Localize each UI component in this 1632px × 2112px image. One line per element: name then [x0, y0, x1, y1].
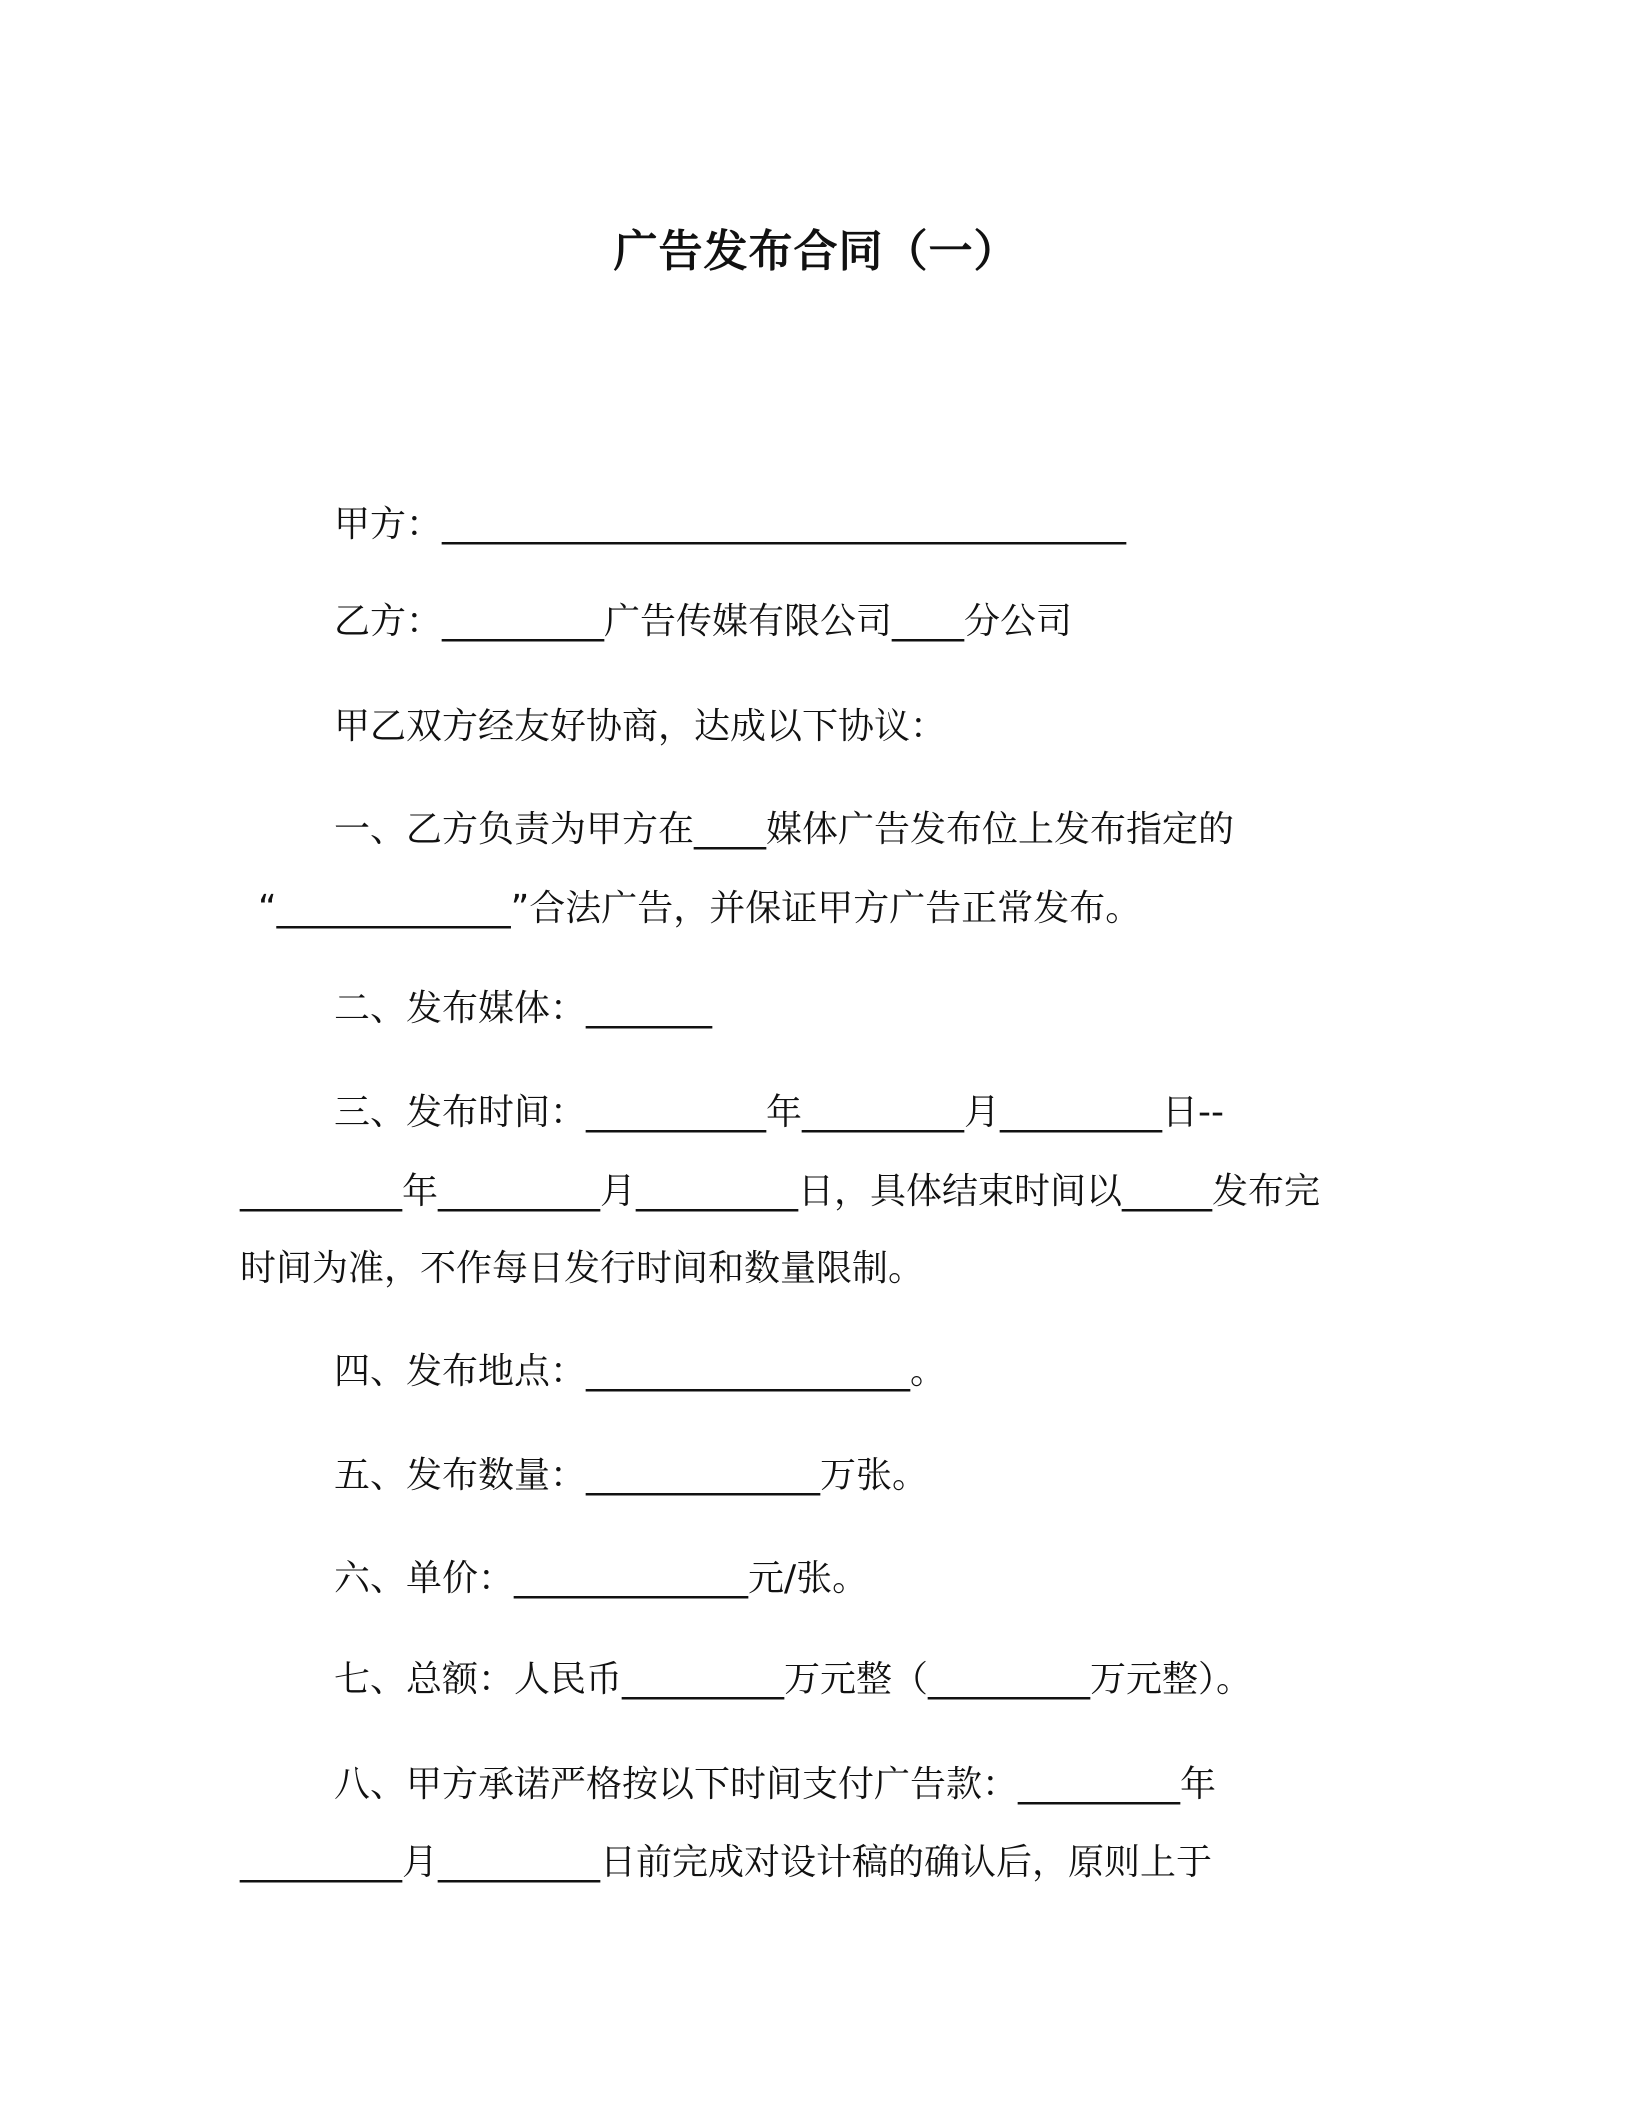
clause-6: 六、单价：_____________元/张。 [334, 1558, 869, 1599]
preamble: 甲乙双方经友好协商，达成以下协议： [334, 706, 947, 747]
document-title: 广告发布合同（一） [613, 226, 1019, 277]
clause-4: 四、发布地点：__________________。 [334, 1351, 947, 1392]
clause-3-line-2: _________年_________月_________日，具体结束时间以_____发布完 [240, 1171, 1321, 1212]
clause-1-line-1: 一、乙方负责为甲方在____媒体广告发布位上发布指定的 [334, 809, 1235, 850]
clause-7: 七、总额：人民币_________万元整（_________万元整）。 [334, 1659, 1253, 1700]
clause-8-line-2: _________月_________日前完成对设计稿的确认后，原则上于 [240, 1842, 1213, 1883]
clause-5: 五、发布数量：_____________万张。 [334, 1455, 929, 1496]
party-b-line: 乙方：_________广告传媒有限公司____分公司 [334, 601, 1073, 642]
clause-8-line-1: 八、甲方承诺严格按以下时间支付广告款：_________年 [334, 1764, 1217, 1805]
party-a-line: 甲方：______________________________________ [334, 504, 1127, 545]
clause-3-line-3: 时间为准，不作每日发行时间和数量限制。 [240, 1248, 925, 1289]
clause-2: 二、发布媒体：_______ [334, 988, 713, 1029]
clause-3-line-1: 三、发布时间：__________年_________月_________日-- [334, 1092, 1224, 1133]
clause-1-line-2: “_____________”合法广告，并保证甲方广告正常发布。 [258, 888, 1142, 929]
